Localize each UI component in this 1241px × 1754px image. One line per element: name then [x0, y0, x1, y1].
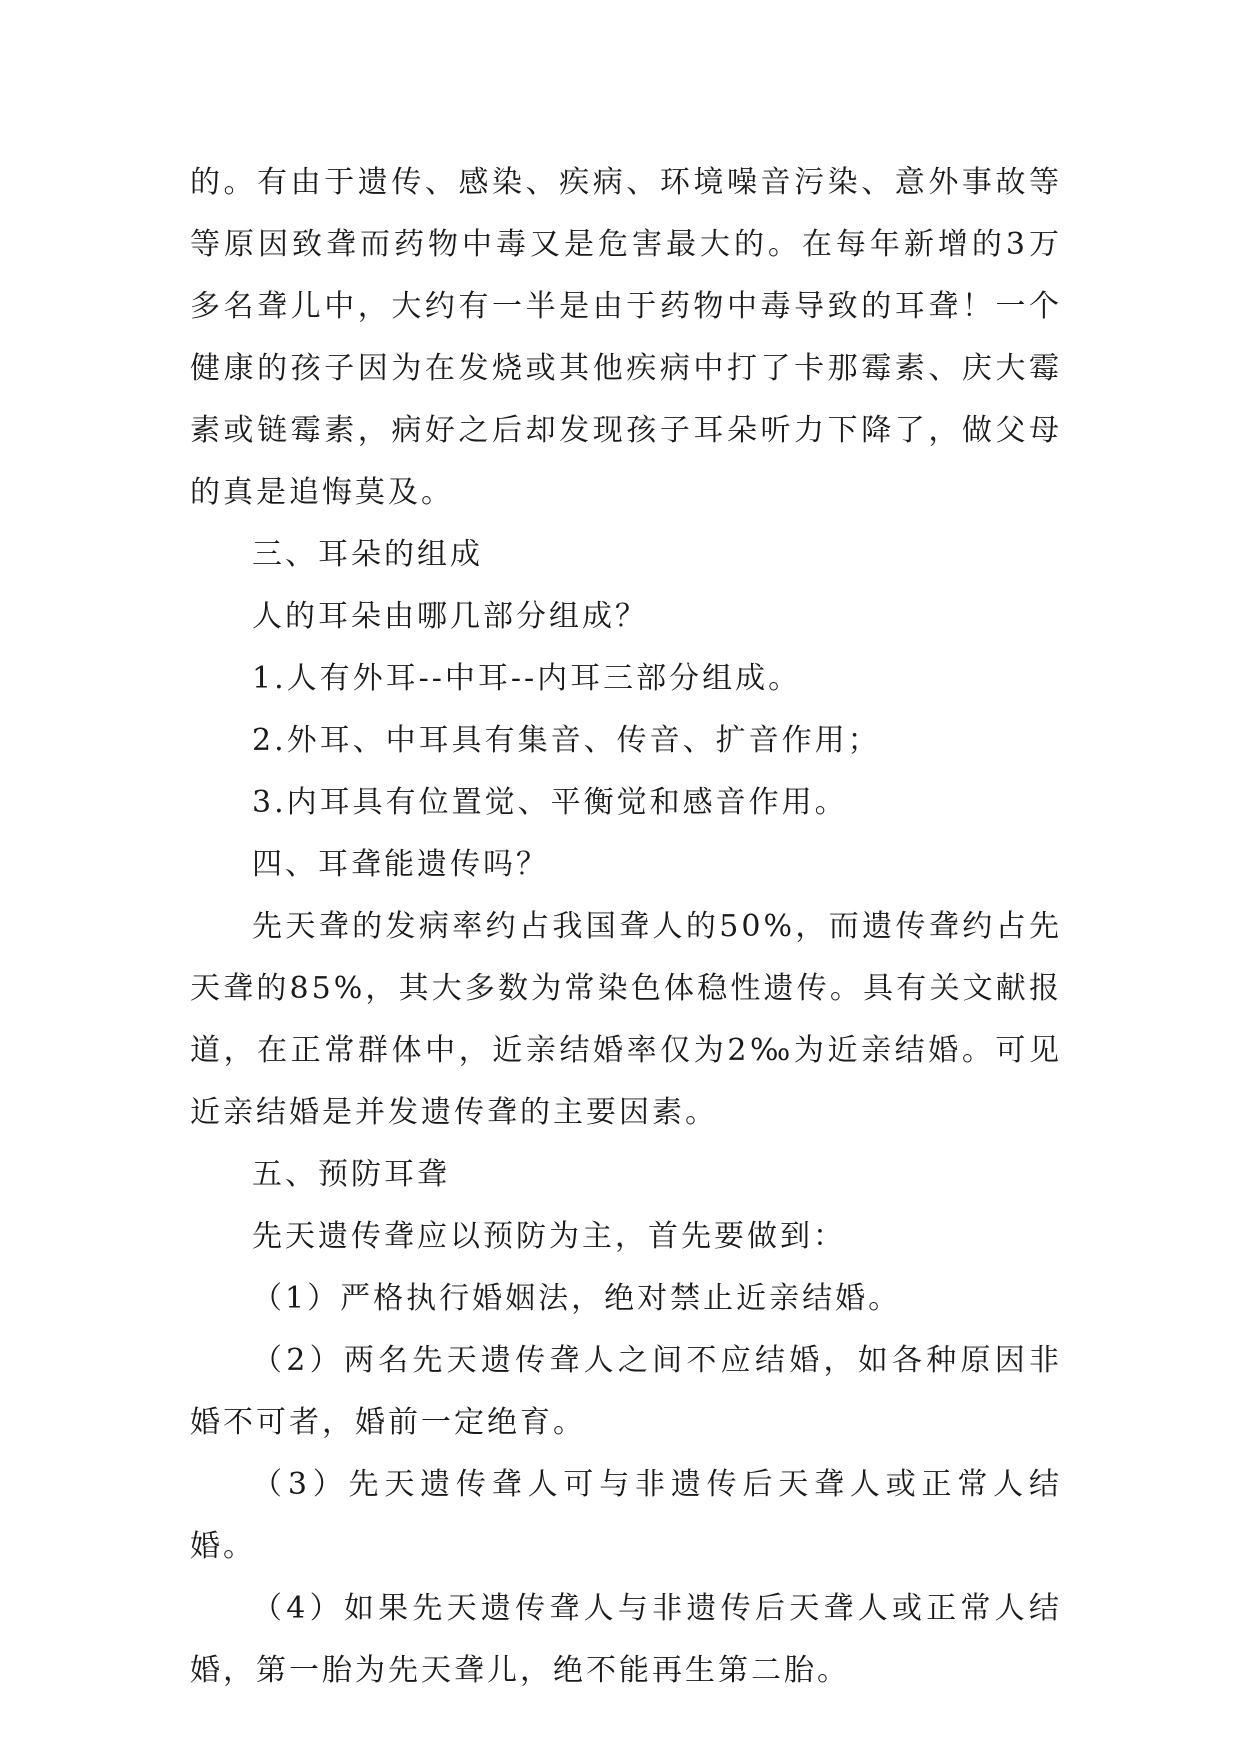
document-body: [190, 152, 1062, 1702]
list-item-2: 2.外耳、中耳具有集音、传音、扩音作用；: [252, 723, 881, 758]
section-heading-prevention: 五、预防耳聋: [252, 1157, 450, 1192]
list-item-1: 1.人有外耳--中耳--内耳三部分组成。: [252, 661, 802, 696]
section-heading-heredity: 四、耳聋能遗传吗？: [252, 847, 549, 882]
paragraph-continuation: 的。有由于遗传、感染、疾病、环境噪音污染、意外事故等等原因致聋而药物中毒又是危害最大的。在每年新增的3万多名聋儿中，大约有一半是由于药物中毒导致的耳聋！一个健康的孩子因为在发烧或其他疾病中打了卡那霉素、庆大霉素或链霉素，病好之后却发现孩子耳朵听力下降了，做父母的真是追悔莫及。: [190, 165, 1062, 510]
list-item-3: 3.内耳具有位置觉、平衡觉和感音作用。: [252, 785, 848, 820]
section-heading-ear-composition: 三、耳朵的组成: [252, 537, 483, 572]
prevention-item-3: （3）先天遗传聋人可与非遗传后天聋人或正常人结婚。: [190, 1467, 1062, 1564]
prevention-item-1: （1）严格执行婚姻法，绝对禁止近亲结婚。: [252, 1281, 902, 1316]
prevention-item-4: （4）如果先天遗传聋人与非遗传后天聋人或正常人结婚，第一胎为先天聋儿，绝不能再生第二胎。: [190, 1591, 1062, 1688]
paragraph-heredity: 先天聋的发病率约占我国聋人的50%，而遗传聋约占先天聋的85%，其大多数为常染色体稳性遗传。具有关文献报道，在正常群体中，近亲结婚率仅为2‰为近亲结婚。可见近亲结婚是并发遗传聋的主要因素。: [190, 909, 1062, 1130]
prevention-item-2: （2）两名先天遗传聋人之间不应结婚，如各种原因非婚不可者，婚前一定绝育。: [190, 1343, 1062, 1440]
paragraph-prevention-intro: 先天遗传聋应以预防为主，首先要做到：: [252, 1219, 846, 1254]
question-ear-parts: 人的耳朵由哪几部分组成？: [252, 599, 648, 634]
